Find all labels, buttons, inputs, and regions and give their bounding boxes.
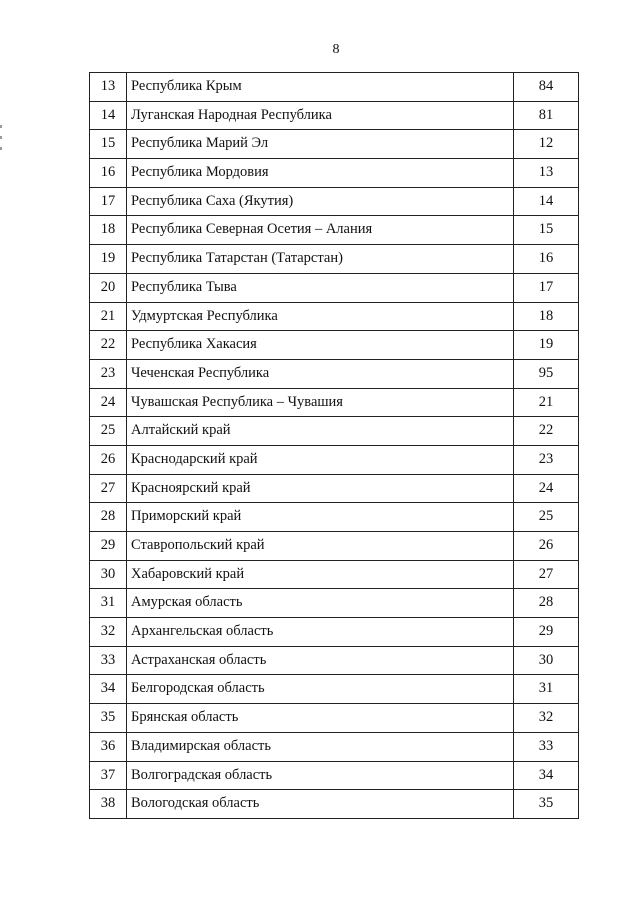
row-number-cell: 23: [90, 359, 127, 388]
table-row: [90, 532, 579, 561]
row-number-cell: 21: [90, 302, 127, 331]
table-row: [90, 388, 579, 417]
region-code-cell: 22: [514, 417, 579, 446]
row-number-cell: 15: [90, 130, 127, 159]
region-name-cell: Белгородская область: [127, 675, 514, 704]
region-code-cell: 18: [514, 302, 579, 331]
scan-margin-marks: [0, 125, 3, 165]
table-row: [90, 101, 579, 130]
table-row: [90, 445, 579, 474]
regions-table: [89, 72, 579, 819]
table-row: [90, 273, 579, 302]
region-name-cell: Удмуртская Республика: [127, 302, 514, 331]
region-code-cell: 95: [514, 359, 579, 388]
table-row: [90, 704, 579, 733]
region-code-cell: 17: [514, 273, 579, 302]
row-number-cell: 28: [90, 503, 127, 532]
region-code-cell: 23: [514, 445, 579, 474]
row-number-cell: 16: [90, 159, 127, 188]
regions-table-body: [90, 73, 579, 819]
row-number-cell: 30: [90, 560, 127, 589]
region-code-cell: 31: [514, 675, 579, 704]
region-name-cell: Чувашская Республика – Чувашия: [127, 388, 514, 417]
region-name-cell: Республика Крым: [127, 73, 514, 102]
table-row: [90, 732, 579, 761]
region-code-cell: 21: [514, 388, 579, 417]
region-name-cell: Чеченская Республика: [127, 359, 514, 388]
table-row: [90, 187, 579, 216]
table-row: [90, 159, 579, 188]
region-name-cell: Республика Татарстан (Татарстан): [127, 245, 514, 274]
region-code-cell: 28: [514, 589, 579, 618]
region-code-cell: 12: [514, 130, 579, 159]
table-row: [90, 761, 579, 790]
table-row: [90, 417, 579, 446]
region-name-cell: Ставропольский край: [127, 532, 514, 561]
region-code-cell: 29: [514, 618, 579, 647]
row-number-cell: 35: [90, 704, 127, 733]
table-row: [90, 302, 579, 331]
table-row: [90, 503, 579, 532]
row-number-cell: 19: [90, 245, 127, 274]
table-row: [90, 646, 579, 675]
page-number: 8: [332, 42, 340, 57]
region-code-cell: 34: [514, 761, 579, 790]
scan-mark: [0, 136, 2, 139]
row-number-cell: 17: [90, 187, 127, 216]
table-row: [90, 589, 579, 618]
region-code-cell: 24: [514, 474, 579, 503]
region-code-cell: 33: [514, 732, 579, 761]
region-name-cell: Республика Северная Осетия – Алания: [127, 216, 514, 245]
region-name-cell: Астраханская область: [127, 646, 514, 675]
row-number-cell: 37: [90, 761, 127, 790]
region-name-cell: Владимирская область: [127, 732, 514, 761]
region-name-cell: Республика Мордовия: [127, 159, 514, 188]
region-name-cell: Республика Тыва: [127, 273, 514, 302]
row-number-cell: 38: [90, 790, 127, 819]
row-number-cell: 31: [90, 589, 127, 618]
table-row: [90, 359, 579, 388]
row-number-cell: 14: [90, 101, 127, 130]
row-number-cell: 36: [90, 732, 127, 761]
table-row: [90, 216, 579, 245]
table-row: [90, 245, 579, 274]
table-row: [90, 618, 579, 647]
table-row: [90, 675, 579, 704]
region-name-cell: Луганская Народная Республика: [127, 101, 514, 130]
row-number-cell: 20: [90, 273, 127, 302]
row-number-cell: 27: [90, 474, 127, 503]
region-name-cell: Архангельская область: [127, 618, 514, 647]
row-number-cell: 34: [90, 675, 127, 704]
region-name-cell: Амурская область: [127, 589, 514, 618]
region-name-cell: Приморский край: [127, 503, 514, 532]
region-name-cell: Хабаровский край: [127, 560, 514, 589]
row-number-cell: 13: [90, 73, 127, 102]
region-code-cell: 35: [514, 790, 579, 819]
region-code-cell: 32: [514, 704, 579, 733]
table-row: [90, 73, 579, 102]
region-code-cell: 30: [514, 646, 579, 675]
region-code-cell: 26: [514, 532, 579, 561]
row-number-cell: 29: [90, 532, 127, 561]
region-code-cell: 81: [514, 101, 579, 130]
region-name-cell: Республика Саха (Якутия): [127, 187, 514, 216]
region-name-cell: Республика Хакасия: [127, 331, 514, 360]
scan-mark: [0, 125, 2, 128]
region-name-cell: Брянская область: [127, 704, 514, 733]
region-code-cell: 16: [514, 245, 579, 274]
row-number-cell: 32: [90, 618, 127, 647]
row-number-cell: 25: [90, 417, 127, 446]
table-row: [90, 331, 579, 360]
region-code-cell: 84: [514, 73, 579, 102]
region-name-cell: Республика Марий Эл: [127, 130, 514, 159]
region-code-cell: 15: [514, 216, 579, 245]
scan-mark: [0, 147, 2, 150]
region-name-cell: Краснодарский край: [127, 445, 514, 474]
region-name-cell: Вологодская область: [127, 790, 514, 819]
row-number-cell: 22: [90, 331, 127, 360]
table-row: [90, 130, 579, 159]
region-code-cell: 25: [514, 503, 579, 532]
region-code-cell: 27: [514, 560, 579, 589]
row-number-cell: 18: [90, 216, 127, 245]
region-code-cell: 14: [514, 187, 579, 216]
row-number-cell: 24: [90, 388, 127, 417]
table-row: [90, 560, 579, 589]
row-number-cell: 26: [90, 445, 127, 474]
region-name-cell: Алтайский край: [127, 417, 514, 446]
region-code-cell: 13: [514, 159, 579, 188]
region-code-cell: 19: [514, 331, 579, 360]
table-row: [90, 474, 579, 503]
row-number-cell: 33: [90, 646, 127, 675]
region-name-cell: Волгоградская область: [127, 761, 514, 790]
table-row: [90, 790, 579, 819]
region-name-cell: Красноярский край: [127, 474, 514, 503]
